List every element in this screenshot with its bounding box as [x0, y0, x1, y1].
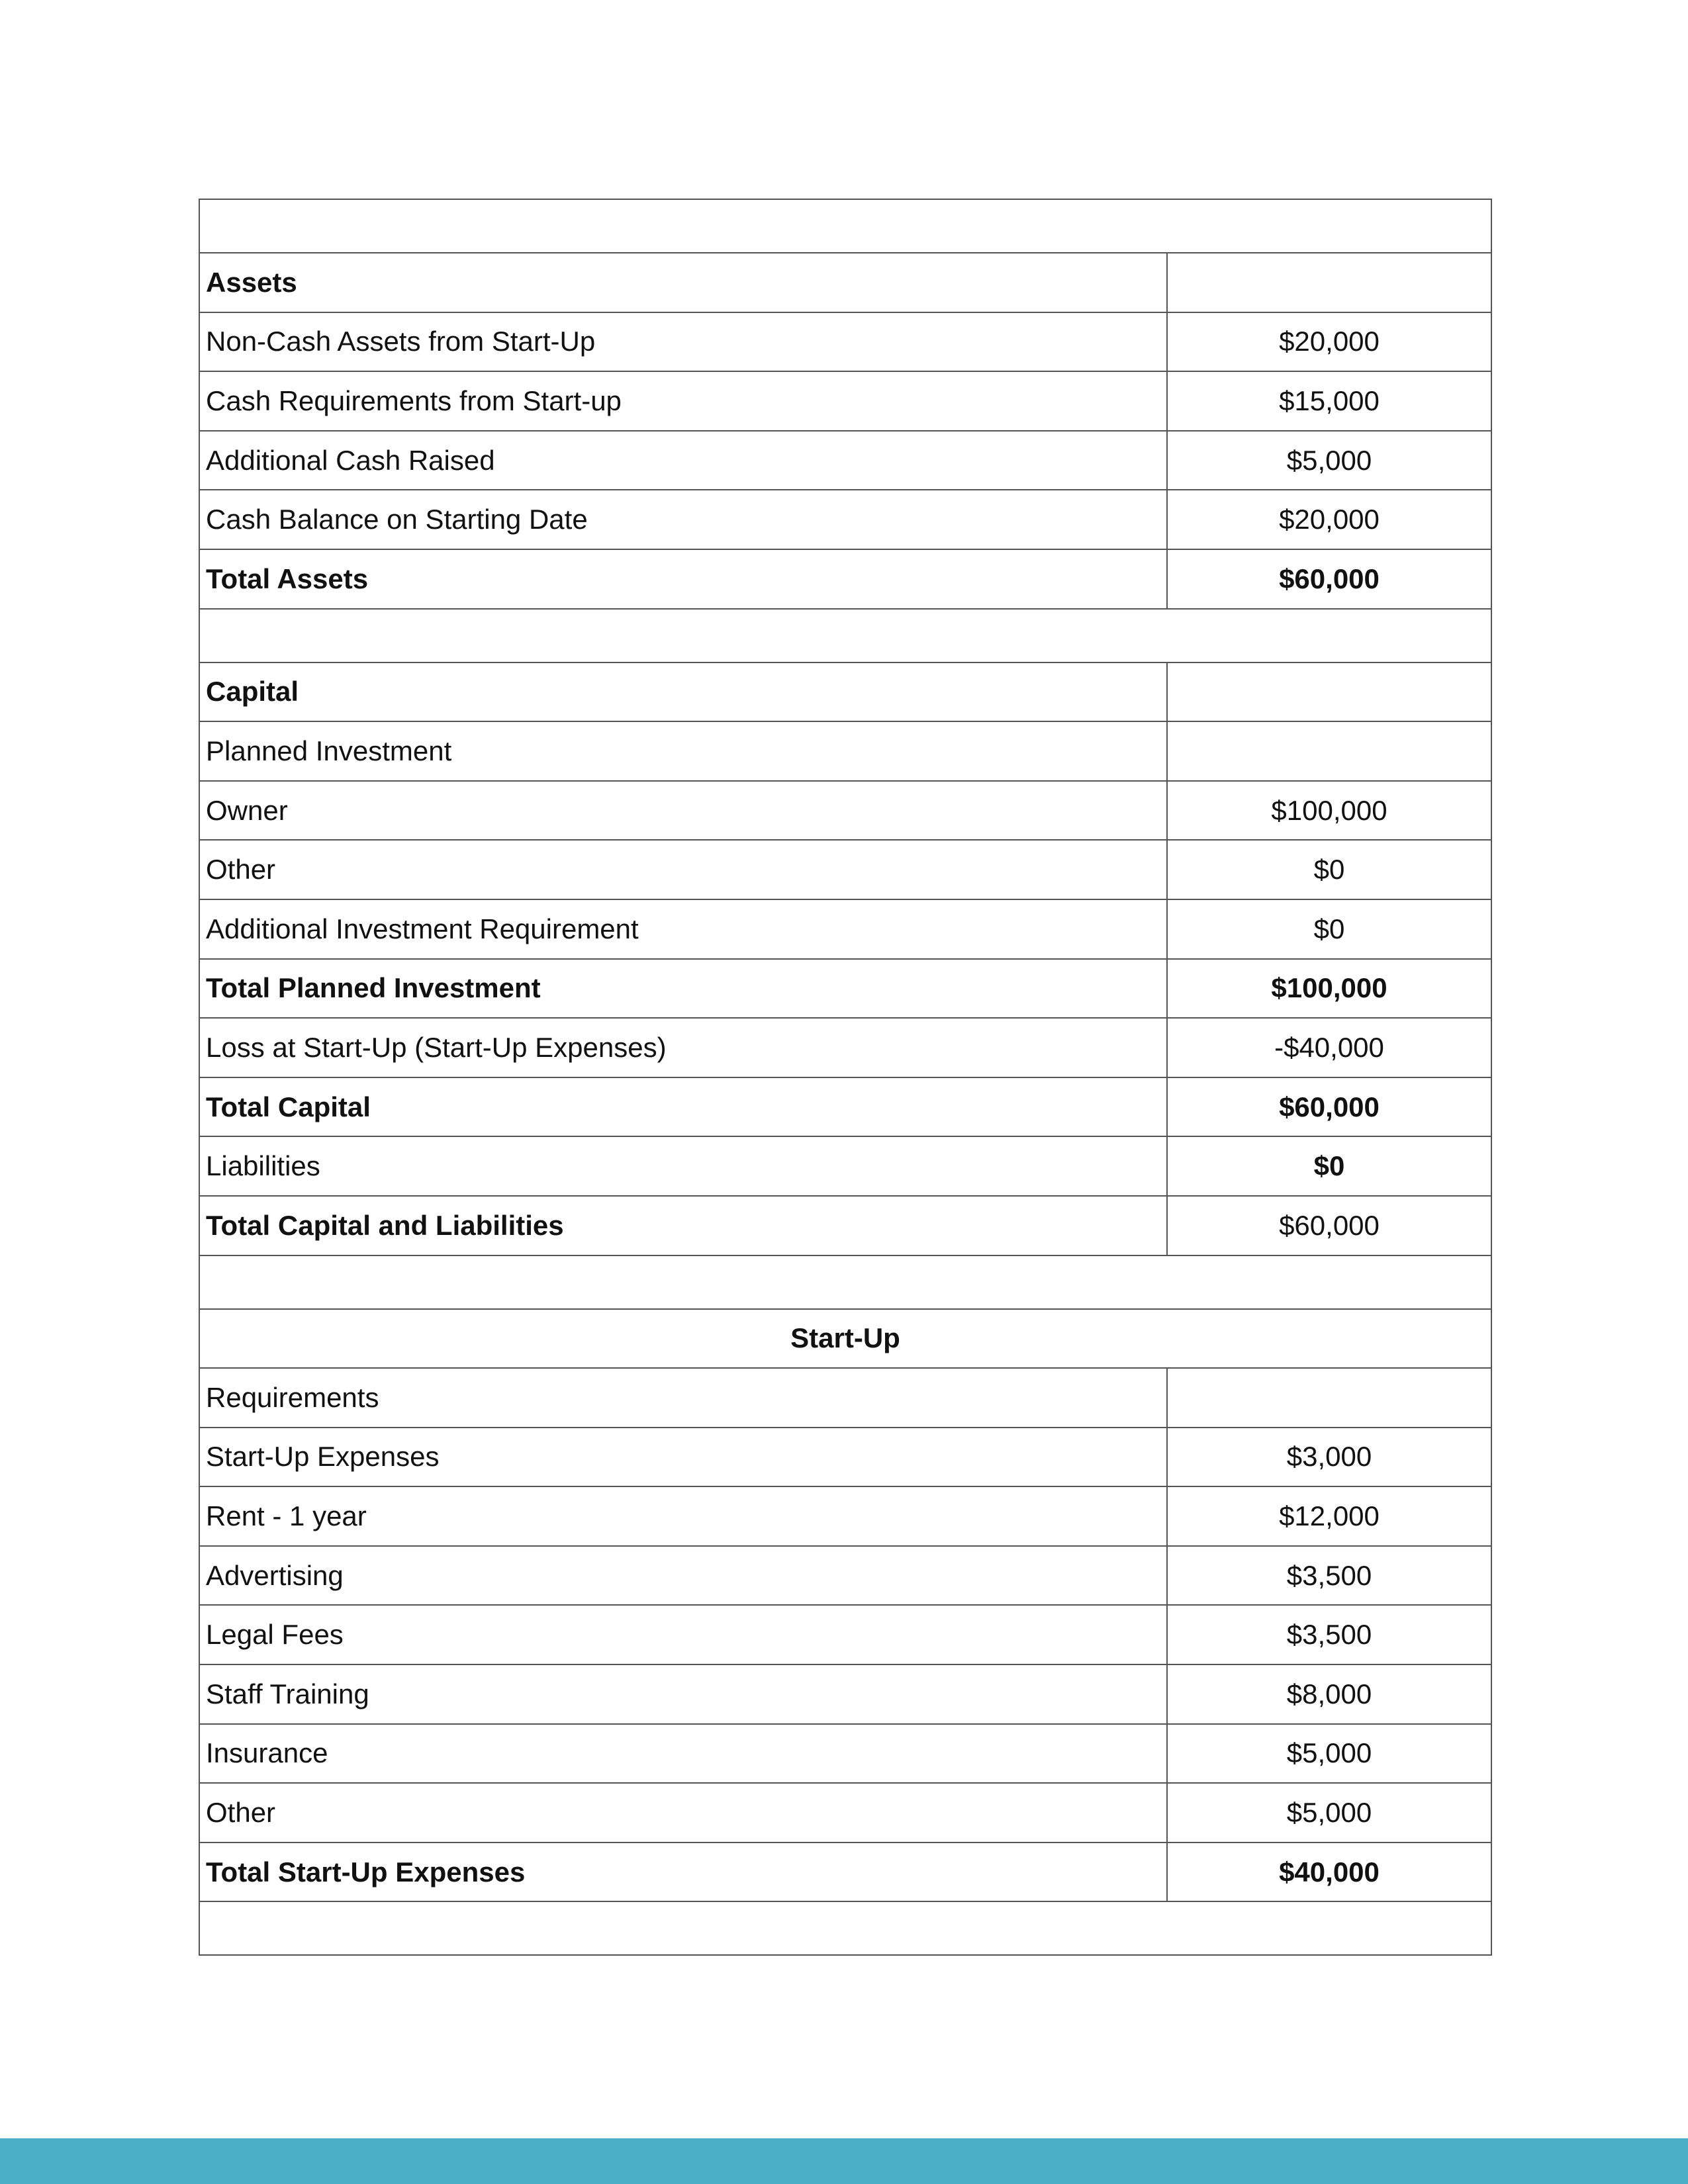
table-row	[199, 1486, 1491, 1546]
total-capital-value: $60,000	[1167, 1077, 1491, 1137]
table-row	[199, 840, 1491, 899]
row-label: Additional Cash Raised	[199, 431, 1167, 490]
requirements-row	[199, 1368, 1491, 1428]
row-value: $20,000	[1167, 490, 1491, 549]
total-assets-value: $60,000	[1167, 549, 1491, 609]
row-label: Start-Up Expenses	[199, 1428, 1167, 1487]
row-value: $100,000	[1167, 781, 1491, 841]
loss-at-startup-row	[199, 1018, 1491, 1077]
row-label: Other	[199, 1783, 1167, 1843]
row-label: Legal Fees	[199, 1605, 1167, 1664]
assets-header-row	[199, 253, 1491, 312]
table-row	[199, 431, 1491, 490]
total-capital-row	[199, 1077, 1491, 1137]
row-label: Cash Requirements from Start-up	[199, 371, 1167, 431]
total-planned-investment-row	[199, 959, 1491, 1019]
row-value: $12,000	[1167, 1486, 1491, 1546]
total-capital-liabilities-value: $60,000	[1167, 1196, 1491, 1255]
row-label: Non-Cash Assets from Start-Up	[199, 312, 1167, 372]
blank-row	[199, 1255, 1491, 1309]
row-value: $5,000	[1167, 1724, 1491, 1784]
total-startup-expenses-value: $40,000	[1167, 1843, 1491, 1902]
startup-header-row	[199, 1309, 1491, 1369]
assets-header: Assets	[199, 253, 1167, 312]
row-label: Owner	[199, 781, 1167, 841]
planned-investment-row	[199, 721, 1491, 781]
table-row	[199, 371, 1491, 431]
blank-row	[199, 1901, 1491, 1955]
table-row	[199, 312, 1491, 372]
row-label: Rent - 1 year	[199, 1486, 1167, 1546]
row-value: $20,000	[1167, 312, 1491, 372]
table-row	[199, 899, 1491, 959]
startup-financials-table	[199, 199, 1492, 1956]
total-planned-investment-label: Total Planned Investment	[199, 959, 1167, 1019]
row-value: $15,000	[1167, 371, 1491, 431]
row-value: $5,000	[1167, 1783, 1491, 1843]
capital-header-row	[199, 662, 1491, 722]
row-value: $0	[1167, 899, 1491, 959]
row-label: Staff Training	[199, 1664, 1167, 1724]
table-row	[199, 490, 1491, 549]
liabilities-value: $0	[1167, 1136, 1491, 1196]
row-value: $3,000	[1167, 1428, 1491, 1487]
liabilities-label: Liabilities	[199, 1136, 1167, 1196]
loss-at-startup-value: -$40,000	[1167, 1018, 1491, 1077]
requirements-label: Requirements	[199, 1368, 1167, 1428]
row-value: $5,000	[1167, 431, 1491, 490]
total-capital-label: Total Capital	[199, 1077, 1167, 1137]
row-value: $8,000	[1167, 1664, 1491, 1724]
row-value: $3,500	[1167, 1546, 1491, 1606]
row-label: Other	[199, 840, 1167, 899]
table-row	[199, 1664, 1491, 1724]
row-label: Insurance	[199, 1724, 1167, 1784]
liabilities-row	[199, 1136, 1491, 1196]
planned-investment-label: Planned Investment	[199, 721, 1167, 781]
table-row	[199, 1605, 1491, 1664]
startup-header: Start-Up	[199, 1309, 1491, 1369]
total-planned-investment-value: $100,000	[1167, 959, 1491, 1019]
total-startup-expenses-row	[199, 1843, 1491, 1902]
blank-row	[199, 199, 1491, 253]
total-assets-label: Total Assets	[199, 549, 1167, 609]
row-label: Cash Balance on Starting Date	[199, 490, 1167, 549]
row-value: $0	[1167, 840, 1491, 899]
total-capital-liabilities-label: Total Capital and Liabilities	[199, 1196, 1167, 1255]
row-value: $3,500	[1167, 1605, 1491, 1664]
capital-header: Capital	[199, 662, 1167, 722]
table-row	[199, 1546, 1491, 1606]
total-assets-row	[199, 549, 1491, 609]
row-label: Additional Investment Requirement	[199, 899, 1167, 959]
blank-row	[199, 609, 1491, 662]
table-row	[199, 1783, 1491, 1843]
loss-at-startup-label: Loss at Start-Up (Start-Up Expenses)	[199, 1018, 1167, 1077]
row-label: Advertising	[199, 1546, 1167, 1606]
total-capital-liabilities-row	[199, 1196, 1491, 1255]
table-row	[199, 1724, 1491, 1784]
table-row	[199, 1428, 1491, 1487]
table-row	[199, 781, 1491, 841]
footer-bar	[0, 2138, 1688, 2184]
total-startup-expenses-label: Total Start-Up Expenses	[199, 1843, 1167, 1902]
